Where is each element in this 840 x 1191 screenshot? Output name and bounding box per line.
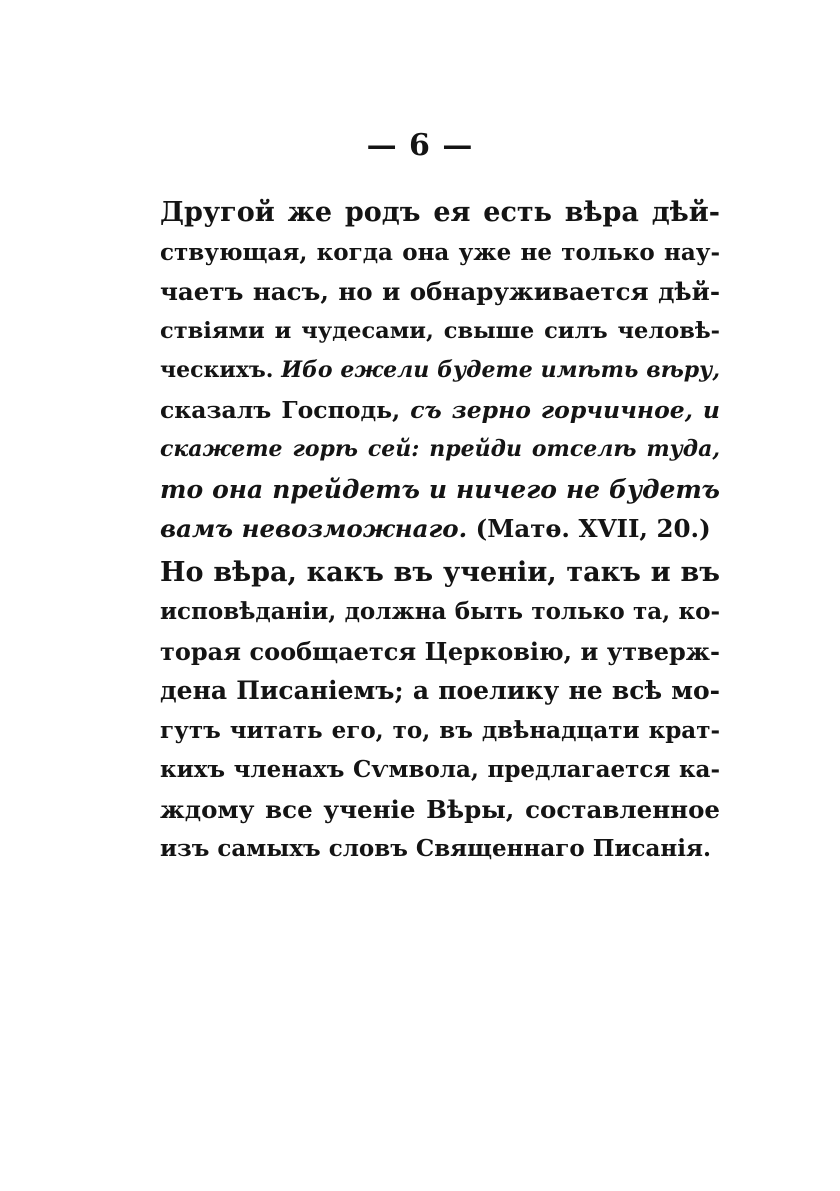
paragraph <box>160 193 720 549</box>
text-span: чаетъ насъ, но и обнаруживается дѣй- <box>160 277 720 306</box>
text-span: ческихъ. <box>160 357 282 383</box>
text-line <box>160 711 720 751</box>
text-line <box>160 750 720 790</box>
italic-quote-text: скажете горѣ сей: прейди отселѣ туда, <box>160 436 720 462</box>
text-line <box>160 312 720 352</box>
text-line <box>160 592 720 632</box>
text-span: гутъ читать его, то, въ двѣнадцати крат- <box>160 716 720 744</box>
italic-quote-text: съ зерно горчичное, и <box>410 395 720 424</box>
text-line <box>160 391 720 431</box>
text-span: Но вѣра, какъ въ ученіи, такъ и въ <box>160 556 720 588</box>
italic-quote-text: вамъ невозможнаго. <box>160 514 468 543</box>
text-line <box>160 553 720 593</box>
text-span: ствіями и чудесами, свыше силъ человѣ- <box>160 317 720 344</box>
text-line <box>160 470 720 510</box>
text-line <box>160 509 720 549</box>
text-span: торая сообщается Церковію, и утверж- <box>160 636 720 666</box>
text-span: Другой же родъ ея есть вѣра дѣй- <box>160 197 720 228</box>
text-span: кихъ членахъ Сѵмвола, предлагается ка- <box>160 756 720 783</box>
text-span: сказалъ Господь, <box>160 395 411 424</box>
italic-quote-text: то она прейдетъ и ничего не будетъ <box>160 474 720 504</box>
text-line <box>160 351 720 391</box>
text-line <box>160 430 720 470</box>
text-line <box>160 829 720 869</box>
italic-quote-text: Ибо ежели будете имѣть вѣру, <box>281 357 720 383</box>
text-line <box>160 272 720 312</box>
page-number: — 6 — <box>366 128 474 163</box>
text-span: исповѣданіи, должна быть только та, ко- <box>160 598 720 625</box>
text-span: (Матѳ. XVII, 20.) <box>467 514 711 543</box>
text-line <box>160 790 720 830</box>
text-line <box>160 671 720 711</box>
text-span: дена Писаніемъ; а поелику не всѣ мо- <box>160 676 720 705</box>
body-text <box>160 193 720 869</box>
text-line <box>160 632 720 672</box>
text-span: изъ самыхъ словъ Священнаго Писанія. <box>160 835 711 862</box>
paragraph <box>160 553 720 869</box>
text-line <box>160 193 720 233</box>
text-line <box>160 233 720 273</box>
text-span: ствующая, когда она уже не только нау- <box>160 238 720 266</box>
text-span: ждому все ученіе Вѣры, составленное <box>160 794 720 824</box>
